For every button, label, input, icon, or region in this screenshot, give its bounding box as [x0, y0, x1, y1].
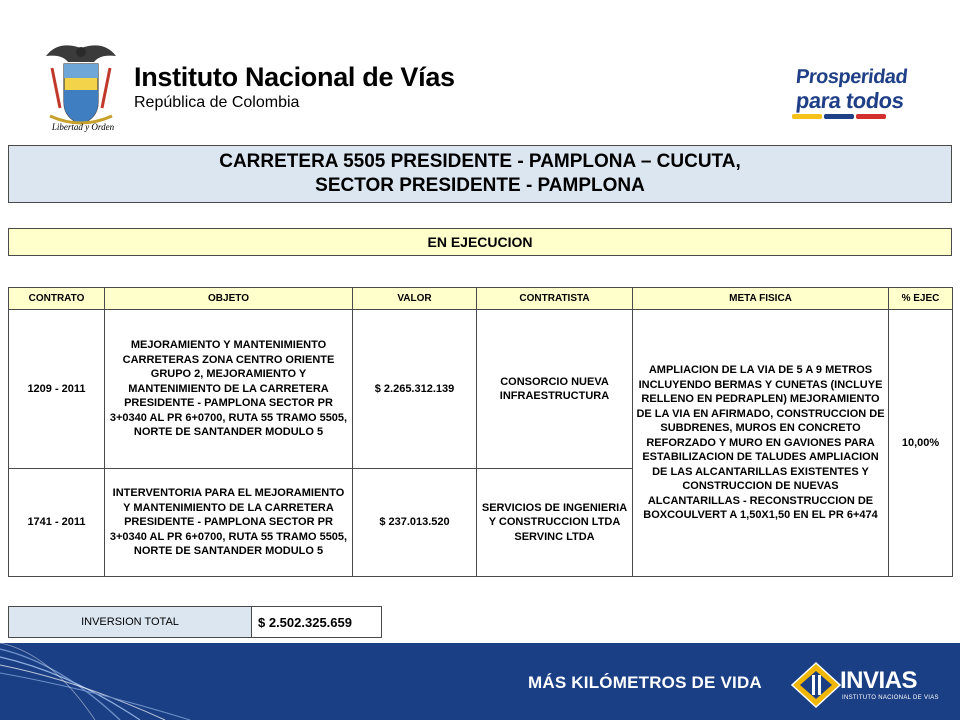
invias-brand: INVIAS	[840, 667, 918, 694]
col-header-contratista: CONTRATISTA	[477, 288, 633, 310]
cell-valor: $ 2.265.312.139	[353, 310, 477, 469]
invias-brand-sub: INSTITUTO NACIONAL DE VIAS	[842, 695, 939, 701]
footer-banner	[0, 643, 960, 720]
total-investment	[8, 606, 382, 638]
cell-valor: $ 237.013.520	[353, 469, 477, 577]
col-header-valor: VALOR	[353, 288, 477, 310]
page-header	[0, 0, 960, 140]
total-label: INVERSION TOTAL	[9, 607, 252, 638]
institution-name: Instituto Nacional de Vías	[134, 62, 455, 92]
cell-objeto: INTERVENTORIA PARA EL MEJORAMIENTO Y MANTENIMIENTO DE LA CARRETERA PRESIDENTE - PAMPLONA SECTOR PR 3+0340 AL PR 6+0700, RUTA 55 TRAMO 5505, NORTE DE SANTANDER MODULO 5	[105, 469, 353, 577]
contracts-table	[8, 287, 953, 577]
project-title-line2: SECTOR PRESIDENTE - PAMPLONA	[315, 175, 645, 196]
footer-tagline: MÁS KILÓMETROS DE VIDA	[528, 673, 762, 692]
total-row	[9, 607, 382, 638]
status-banner: EN EJECUCION	[8, 228, 952, 256]
invias-logo-icon	[790, 661, 842, 709]
project-title	[8, 145, 952, 203]
cell-contratista: CONSORCIO NUEVA INFRAESTRUCTURA	[477, 310, 633, 469]
coat-motto: Libertad y Orden	[51, 122, 115, 132]
slogan-line2: para todos	[794, 88, 905, 113]
table-header-row	[9, 288, 953, 310]
table-row	[9, 310, 953, 469]
total-value: $ 2.502.325.659	[252, 607, 382, 638]
prosperidad-logo	[792, 66, 922, 122]
footer-stripes-decoration	[0, 643, 300, 720]
cell-contrato: 1209 - 2011	[9, 310, 105, 469]
flag-bar-red	[856, 114, 886, 119]
col-header-ejec: % EJEC	[889, 288, 953, 310]
cell-meta-fisica: AMPLIACION DE LA VIA DE 5 A 9 METROS INCLUYENDO BERMAS Y CUNETAS (INCLUYE RELLENO EN PEDRAPLEN) MEJORAMIENTO DE LA VIA EN AFIRMADO, CONSTRUCCION DE SUBDRENES, MUROS EN CONCRETO REFORZADO Y MURO EN GAVIONES PARA ESTABILIZACION DE TALUDES AMPLIACION DE LAS ALCANTARILLAS EXISTENTES Y CONSTRUCCION DE NUEVAS ALCANTARILLAS - RECONSTRUCCION DE BOXCOULVERT A 1,50X1,50 EN EL PR 6+474	[633, 310, 889, 577]
col-header-objeto: OBJETO	[105, 288, 353, 310]
col-header-meta: META FISICA	[633, 288, 889, 310]
cell-objeto: MEJORAMIENTO Y MANTENIMIENTO CARRETERAS ZONA CENTRO ORIENTE GRUPO 2, MEJORAMIENTO Y MANTENIMIENTO DE LA CARRETERA PRESIDENTE - PAMPLONA SECTOR PR 3+0340 AL PR 6+0700, RUTA 55 TRAMO 5505, NORTE DE SANTANDER MODULO 5	[105, 310, 353, 469]
cell-contrato: 1741 - 2011	[9, 469, 105, 577]
project-title-line1: CARRETERA 5505 PRESIDENTE - PAMPLONA – CUCUTA,	[219, 151, 741, 172]
cell-contratista: SERVICIOS DE INGENIERIA Y CONSTRUCCION LTDA SERVINC LTDA	[477, 469, 633, 577]
col-header-contrato: CONTRATO	[9, 288, 105, 310]
institution-subtitle: República de Colombia	[134, 94, 300, 111]
flag-bar-yellow	[792, 114, 822, 119]
slogan-line1: Prosperidad	[794, 66, 909, 88]
cell-ejec: 10,00%	[889, 310, 953, 577]
flag-bar-blue	[824, 114, 854, 119]
